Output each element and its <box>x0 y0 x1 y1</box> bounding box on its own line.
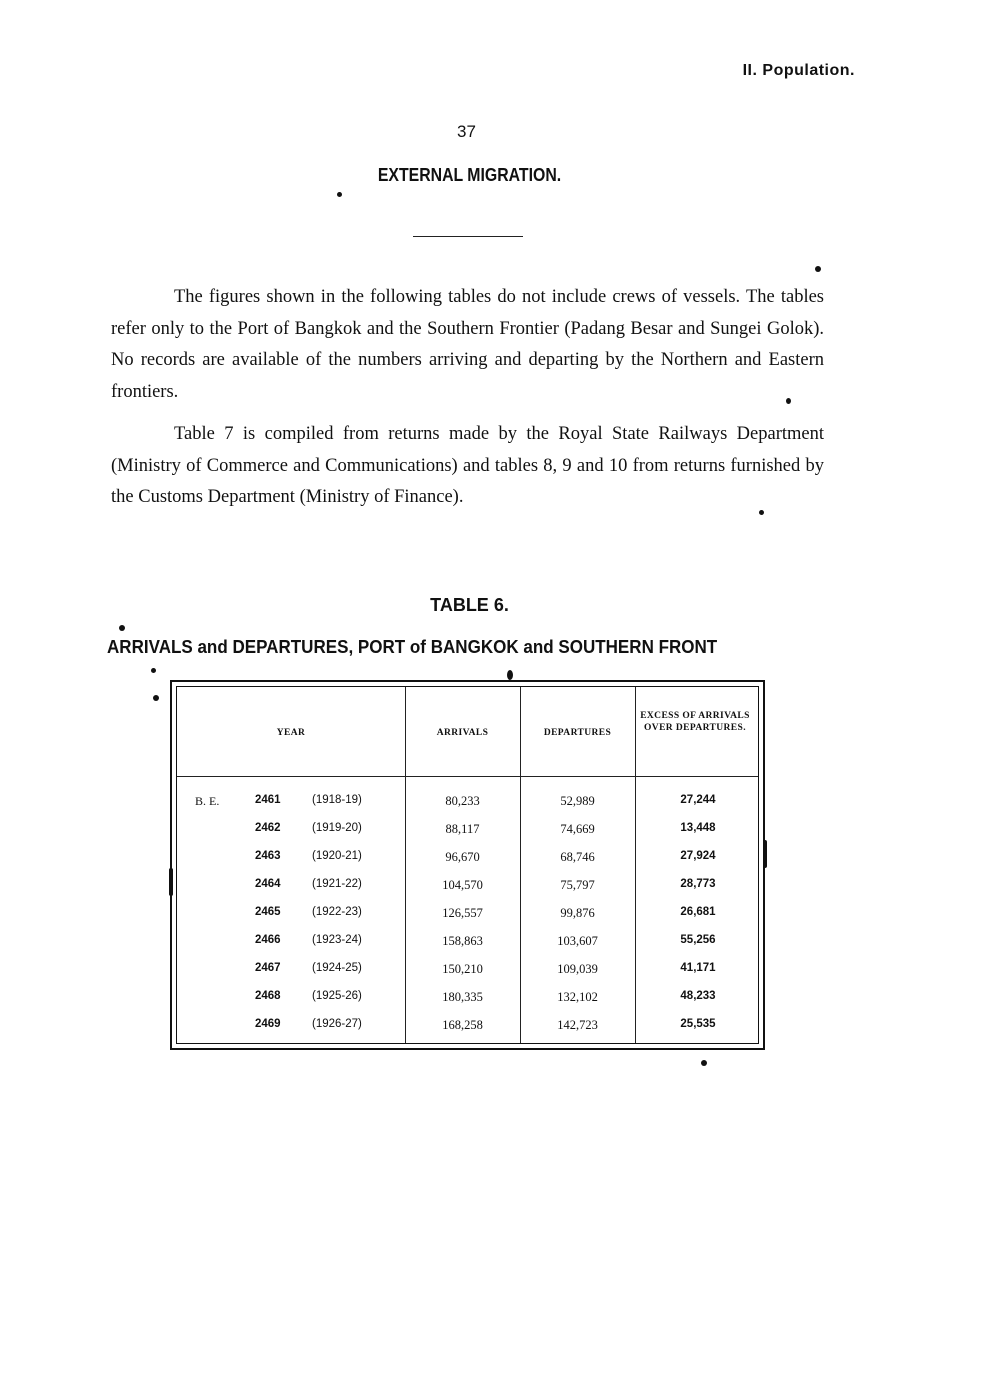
row-7-excess: 41,171 <box>680 962 716 974</box>
row-8-be-year: 2468 <box>255 990 281 1002</box>
row-6-excess: 55,256 <box>680 934 716 946</box>
row-8-arrivals: 180,335 <box>442 990 483 1004</box>
row-4-excess: 28,773 <box>680 878 716 890</box>
migration-table-frame <box>176 686 759 1044</box>
scan-speck <box>119 625 125 631</box>
row-2-excess: 13,448 <box>680 822 716 834</box>
row-7-arrivals: 150,210 <box>442 962 483 976</box>
row-9-gregorian-year: (1926-27) <box>312 1018 362 1030</box>
section-title: EXTERNAL MIGRATION. <box>377 165 562 185</box>
scan-speck <box>763 840 767 868</box>
row-3-be-year: 2463 <box>255 850 281 862</box>
row-5-be-year: 2465 <box>255 906 281 918</box>
row-5-gregorian-year: (1922-23) <box>312 906 362 918</box>
scan-speck <box>786 398 791 404</box>
row-9-be-year: 2469 <box>255 1018 281 1030</box>
row-5-departures: 99,876 <box>560 906 595 920</box>
row-5-excess: 26,681 <box>680 906 716 918</box>
row-3-departures: 68,746 <box>560 850 595 864</box>
scan-speck <box>151 668 156 673</box>
era-label: B. E. <box>195 794 220 808</box>
row-8-excess: 48,233 <box>680 990 716 1002</box>
row-9-excess: 25,535 <box>680 1018 716 1030</box>
row-2-arrivals: 88,117 <box>445 822 480 836</box>
scan-speck <box>815 266 821 272</box>
row-1-excess: 27,244 <box>680 794 716 806</box>
scan-speck <box>759 510 764 515</box>
scan-speck <box>337 192 342 197</box>
row-6-arrivals: 158,863 <box>442 934 483 948</box>
row-1-be-year: 2461 <box>255 794 281 806</box>
row-5-arrivals: 126,557 <box>442 906 483 920</box>
row-2-departures: 74,669 <box>560 822 595 836</box>
scan-speck <box>169 868 173 896</box>
row-4-arrivals: 104,570 <box>442 878 483 892</box>
row-6-be-year: 2466 <box>255 934 281 946</box>
scan-speck <box>153 695 159 701</box>
row-7-gregorian-year: (1924-25) <box>312 962 362 974</box>
row-4-gregorian-year: (1921-22) <box>312 878 362 890</box>
row-3-arrivals: 96,670 <box>445 850 480 864</box>
running-header-section: II. Population. <box>742 62 855 79</box>
row-1-gregorian-year: (1918-19) <box>312 794 362 806</box>
row-4-be-year: 2464 <box>255 878 281 890</box>
row-3-excess: 27,924 <box>680 850 716 862</box>
scan-speck <box>701 1060 707 1066</box>
page-number: 37 <box>457 122 476 141</box>
table-caption: TABLE 6. <box>430 595 509 615</box>
row-1-arrivals: 80,233 <box>445 794 480 808</box>
migration-table <box>170 680 765 1050</box>
row-1-departures: 52,989 <box>560 794 595 808</box>
column-header-arrivals: ARRIVALS <box>436 728 489 738</box>
row-2-gregorian-year: (1919-20) <box>312 822 362 834</box>
row-7-be-year: 2467 <box>255 962 281 974</box>
scan-speck <box>507 670 513 680</box>
sources-paragraph: Table 7 is compiled from returns made by the Royal State Railways Department (Ministry of Commerce and Communications) and tables 8, 9 and 10 from returns furnished by the Customs Department (Ministry of Finance). <box>111 424 824 507</box>
row-3-gregorian-year: (1920-21) <box>312 850 362 862</box>
header-divider <box>177 776 758 777</box>
row-4-departures: 75,797 <box>560 878 595 892</box>
table-heading: ARRIVALS and DEPARTURES, PORT of BANGKOK and SOUTHERN FRONT <box>107 636 718 657</box>
row-8-departures: 132,102 <box>557 990 598 1004</box>
row-6-gregorian-year: (1923-24) <box>312 934 362 946</box>
title-rule <box>413 236 523 237</box>
row-8-gregorian-year: (1925-26) <box>312 990 362 1002</box>
row-6-departures: 103,607 <box>557 934 598 948</box>
column-header-year: YEAR <box>276 728 306 738</box>
intro-paragraph: The figures shown in the following tables do not include crews of vessels. The tables refer only to the Port of Bangkok and the Southern Frontier (Padang Besar and Sungei Golok). No records are available of the numbers arriving and departing by the Northern and Eastern frontiers. <box>111 287 824 402</box>
row-7-departures: 109,039 <box>557 962 598 976</box>
column-header-excess: EXCESS OF ARRIVALS OVER DEPARTURES. <box>640 711 750 733</box>
row-2-be-year: 2462 <box>255 822 281 834</box>
row-9-departures: 142,723 <box>557 1018 598 1032</box>
column-header-departures: DEPARTURES <box>543 728 612 738</box>
row-9-arrivals: 168,258 <box>442 1018 483 1032</box>
